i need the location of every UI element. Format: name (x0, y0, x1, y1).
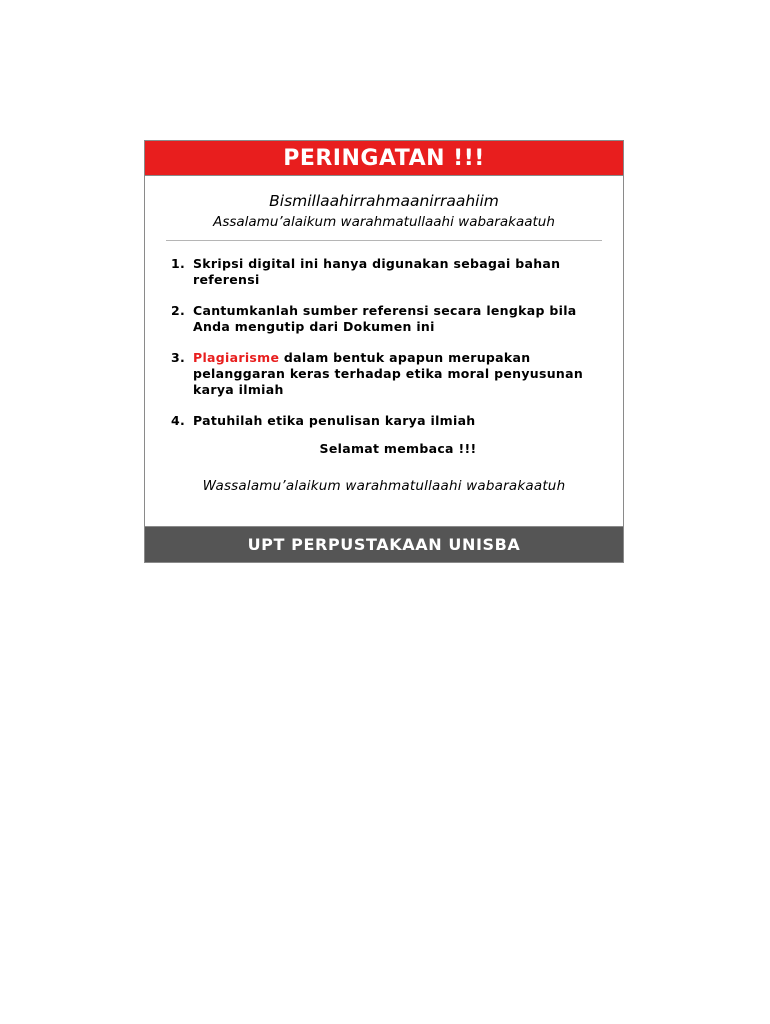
divider (166, 240, 602, 241)
basmalah-greeting: Bismillaahirrahmaanirraahiim (269, 192, 499, 210)
list-item-text: Skripsi digital ini hanya digunakan sebagai bahan referensi (193, 256, 561, 287)
list-item-number: 1. (171, 256, 186, 271)
list-item-text: Patuhilah etika penulisan karya ilmiah (193, 413, 476, 428)
list-item-number: 2. (171, 303, 186, 318)
library-footer: UPT PERPUSTAKAAN UNISBA (145, 526, 623, 562)
list-item-text: Cantumkanlah sumber referensi secara lengkap bila Anda mengutip dari Dokumen ini (193, 303, 577, 334)
list-item-number: 4. (171, 413, 186, 428)
list-item (171, 350, 615, 398)
list-item (171, 303, 615, 335)
salam-greeting: Assalamu’alaikum warahmatullaahi wabarakaatuh (213, 214, 555, 230)
rules-list (171, 256, 615, 429)
list-item-text-rest: dalam bentuk apapun merupakan pelanggaran keras terhadap etika moral penyusunan karya ilmiah (193, 350, 584, 397)
farewell-greeting: Wassalamu’alaikum warahmatullaahi wabarakaatuh (202, 478, 566, 494)
list-item-text (193, 350, 615, 398)
list-item (171, 413, 615, 429)
plagiarism-highlight: Plagiarisme (193, 350, 280, 365)
closing-text: Selamat membaca !!! (319, 441, 477, 456)
list-item (171, 256, 615, 288)
list-item-number: 3. (171, 350, 186, 365)
warning-notice-card (144, 140, 624, 563)
notice-title: PERINGATAN !!! (145, 141, 623, 176)
